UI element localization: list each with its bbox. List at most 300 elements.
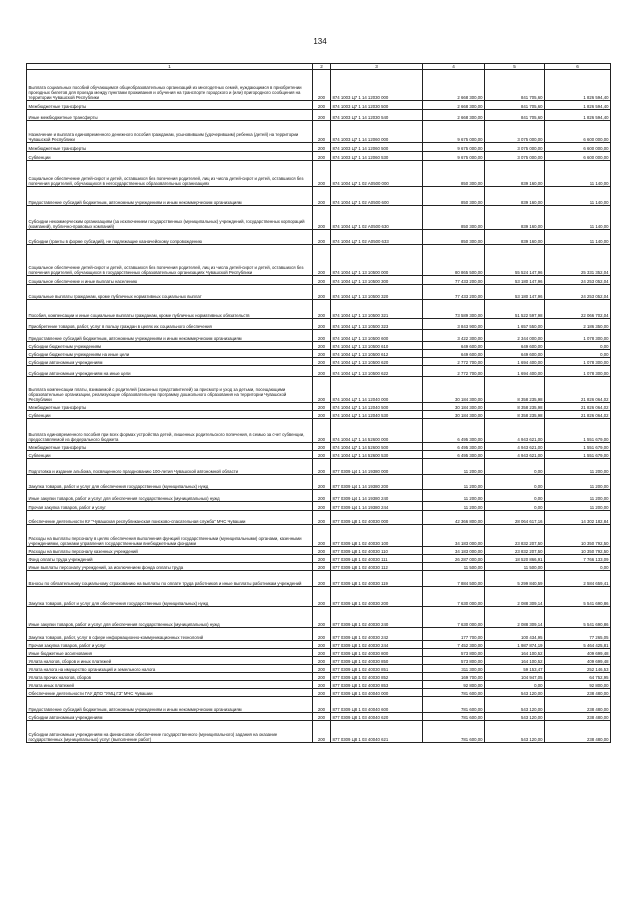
table-row [27, 451, 611, 459]
row-budget-code-cell: 877 0309 Ц8 1 02 40030 800 [331, 649, 423, 657]
row-line-code-cell: 200 [313, 713, 331, 721]
row-line-code-cell: 200 [313, 459, 331, 475]
row-name-cell: Межбюджетные трансферты [27, 143, 313, 152]
row-unexecuted-cell: 2 186 350,00 [545, 319, 611, 330]
row-approved-cell: 7 630 000,00 [423, 587, 485, 607]
row-name-cell: Субсидии некоммерческим организациям (за исключением государственных (муниципальных) учреждений, государственных корпораций (компаний), публично-правовых компаний) [27, 206, 313, 230]
row-unexecuted-cell: 238 480,00 [545, 713, 611, 721]
row-approved-cell: 781 600,00 [423, 697, 485, 713]
row-name-cell: Социальное обеспечение детей-сирот и детей, оставшихся без попечения родителей, лиц из числа детей-сирот и детей, оставшихся без попечения родителей, обучающихся в государственных образовательных организациях Чувашской Республики [27, 245, 313, 276]
table-row [27, 641, 611, 649]
row-budget-code-cell: 877 0309 Ц4 1 14 19380 200 [331, 475, 423, 490]
row-line-code-cell: 200 [313, 689, 331, 697]
row-executed-cell: 100 434,95 [485, 628, 545, 641]
row-name-cell: Уплата налогов, сборов и иных платежей [27, 657, 313, 665]
row-budget-code-cell: 874 1004 Ц7 1 14 52600 000 [331, 419, 423, 443]
row-budget-code-cell: 874 1004 Ц7 1 14 12040 000 [331, 377, 423, 403]
row-unexecuted-cell: 11 140,00 [545, 187, 611, 206]
row-unexecuted-cell: 0,00 [545, 350, 611, 358]
table-body [27, 70, 611, 743]
row-approved-cell: 850 300,00 [423, 206, 485, 230]
row-unexecuted-cell: 25 331 352,04 [545, 245, 611, 276]
table-row [27, 628, 611, 641]
row-executed-cell: 841 705,60 [485, 101, 545, 110]
row-approved-cell: 311 300,00 [423, 665, 485, 673]
row-approved-cell: 9 675 000,00 [423, 121, 485, 143]
table-row [27, 547, 611, 555]
row-budget-code-cell: 874 1004 Ц7 1 13 10500 610 [331, 342, 423, 350]
row-unexecuted-cell: 5 541 690,86 [545, 587, 611, 607]
row-executed-cell: 3 075 000,00 [485, 143, 545, 152]
row-unexecuted-cell: 1 551 679,00 [545, 419, 611, 443]
row-approved-cell: 781 600,00 [423, 721, 485, 743]
row-executed-cell: 1 694 400,00 [485, 366, 545, 377]
row-budget-code-cell: 877 0309 Ц8 1 02 40030 112 [331, 563, 423, 571]
row-executed-cell: 51 522 597,98 [485, 300, 545, 319]
row-approved-cell: 7 630 000,00 [423, 607, 485, 628]
table-row [27, 366, 611, 377]
row-approved-cell: 30 184 300,00 [423, 377, 485, 403]
row-name-cell: Назначение и выплата единовременного денежного пособия гражданам, усыновившим (удочерившим) ребенка (детей) на территории Чувашской Республики [27, 121, 313, 143]
table-row [27, 490, 611, 502]
row-line-code-cell: 200 [313, 245, 331, 276]
row-budget-code-cell: 877 0309 Ц8 1 02 40030 244 [331, 641, 423, 649]
row-unexecuted-cell: 11 200,00 [545, 475, 611, 490]
row-name-cell: Межбюджетные трансферты [27, 403, 313, 411]
row-name-cell: Субсидии бюджетным учреждениям [27, 342, 313, 350]
row-approved-cell: 2 668 300,00 [423, 110, 485, 121]
row-executed-cell: 0,00 [485, 459, 545, 475]
row-line-code-cell: 200 [313, 300, 331, 319]
row-approved-cell: 80 865 500,00 [423, 245, 485, 276]
row-unexecuted-cell: 7 766 133,09 [545, 555, 611, 563]
table-row [27, 110, 611, 121]
table-row [27, 411, 611, 419]
row-approved-cell: 2 772 700,00 [423, 358, 485, 366]
table-row [27, 649, 611, 657]
table-row [27, 607, 611, 628]
row-approved-cell: 11 200,00 [423, 490, 485, 502]
row-line-code-cell: 200 [313, 681, 331, 689]
row-line-code-cell: 200 [313, 649, 331, 657]
row-budget-code-cell: 874 1004 Ц7 1 13 10500 622 [331, 366, 423, 377]
row-unexecuted-cell: 10 350 792,50 [545, 525, 611, 547]
row-unexecuted-cell: 24 253 052,04 [545, 285, 611, 300]
row-budget-code-cell: 877 0309 Ц8 1 02 40030 853 [331, 681, 423, 689]
row-budget-code-cell: 877 0309 Ц8 1 02 40030 111 [331, 555, 423, 563]
row-unexecuted-cell: 5 464 425,81 [545, 641, 611, 649]
row-executed-cell: 18 520 866,91 [485, 555, 545, 563]
row-unexecuted-cell: 1 826 594,40 [545, 101, 611, 110]
page-number: 134 [313, 37, 327, 46]
table-row [27, 330, 611, 342]
row-budget-code-cell: 874 1004 Ц7 1 13 10500 323 [331, 319, 423, 330]
row-line-code-cell: 200 [313, 587, 331, 607]
row-name-cell: Субсидии автономным учреждениям на финансовое обеспечение государственного (муниципального) задания на оказание государственных (муниципальных) услуг (выполнение работ) [27, 721, 313, 743]
row-line-code-cell: 200 [313, 187, 331, 206]
row-approved-cell: 6 495 300,00 [423, 451, 485, 459]
row-unexecuted-cell: 6 600 000,00 [545, 121, 611, 143]
row-executed-cell: 839 160,00 [485, 187, 545, 206]
row-budget-code-cell: 874 1004 Ц7 1 02 А0500 600 [331, 187, 423, 206]
row-executed-cell: 543 120,00 [485, 721, 545, 743]
row-executed-cell: 53 180 147,96 [485, 285, 545, 300]
row-unexecuted-cell: 238 480,00 [545, 689, 611, 697]
row-line-code-cell: 200 [313, 607, 331, 628]
row-line-code-cell: 200 [313, 451, 331, 459]
row-line-code-cell: 200 [313, 319, 331, 330]
row-line-code-cell: 200 [313, 665, 331, 673]
row-budget-code-cell: 874 1004 Ц7 1 13 10500 320 [331, 285, 423, 300]
row-budget-code-cell: 877 0309 Ц8 1 02 40030 851 [331, 665, 423, 673]
row-unexecuted-cell: 1 826 594,40 [545, 110, 611, 121]
row-name-cell: Субсидии автономным учреждениям [27, 358, 313, 366]
row-unexecuted-cell: 11 140,00 [545, 230, 611, 245]
row-line-code-cell: 200 [313, 697, 331, 713]
row-executed-cell: 543 120,00 [485, 697, 545, 713]
row-name-cell: Социальные выплаты гражданам, кроме публичных нормативных социальных выплат [27, 285, 313, 300]
column-header: 5 [485, 64, 545, 70]
row-approved-cell: 6 495 300,00 [423, 443, 485, 451]
table-row [27, 143, 611, 152]
row-unexecuted-cell: 92 800,00 [545, 681, 611, 689]
row-budget-code-cell: 874 1004 Ц7 1 14 52600 500 [331, 443, 423, 451]
column-header: 1 [27, 64, 313, 70]
table-row [27, 502, 611, 511]
row-line-code-cell: 200 [313, 230, 331, 245]
table-row [27, 713, 611, 721]
row-approved-cell: 34 183 000,00 [423, 525, 485, 547]
row-budget-code-cell: 874 1004 Ц7 1 02 А0500 633 [331, 230, 423, 245]
row-unexecuted-cell: 21 826 064,02 [545, 403, 611, 411]
row-budget-code-cell: 874 1004 Ц7 1 13 10500 612 [331, 350, 423, 358]
row-budget-code-cell: 877 0309 Ц4 1 14 19380 240 [331, 490, 423, 502]
table-row [27, 276, 611, 285]
row-name-cell: Иные межбюджетные трансферты [27, 110, 313, 121]
row-budget-code-cell: 877 0309 Ц8 1 03 40040 600 [331, 697, 423, 713]
table-row [27, 555, 611, 563]
row-budget-code-cell: 874 1003 Ц7 1 14 12030 540 [331, 110, 423, 121]
table-row [27, 161, 611, 187]
table-row [27, 342, 611, 350]
row-line-code-cell: 200 [313, 555, 331, 563]
row-executed-cell: 0,00 [485, 502, 545, 511]
table-row [27, 657, 611, 665]
row-approved-cell: 6 495 300,00 [423, 419, 485, 443]
row-approved-cell: 30 184 300,00 [423, 403, 485, 411]
row-line-code-cell: 200 [313, 411, 331, 419]
row-approved-cell: 92 800,00 [423, 681, 485, 689]
row-line-code-cell: 200 [313, 547, 331, 555]
row-approved-cell: 26 287 000,00 [423, 555, 485, 563]
row-unexecuted-cell: 11 140,00 [545, 161, 611, 187]
row-name-cell: Подготовка и издание альбома, посвященного празднованию 100-летия Чувашской автономной области [27, 459, 313, 475]
row-name-cell: Уплата прочих налогов, сборов [27, 673, 313, 681]
row-name-cell: Обеспечение деятельности ГАУ ДПО "УМЦ ГЗ" МЧС Чувашии [27, 689, 313, 697]
row-name-cell: Иные закупки товаров, работ и услуг для обеспечения государственных (муниципальных) нужд [27, 490, 313, 502]
row-executed-cell: 1 657 550,00 [485, 319, 545, 330]
row-budget-code-cell: 874 1003 Ц7 1 14 12030 500 [331, 101, 423, 110]
table-row [27, 511, 611, 525]
row-executed-cell: 543 120,00 [485, 689, 545, 697]
row-unexecuted-cell: 11 200,00 [545, 490, 611, 502]
row-line-code-cell: 200 [313, 70, 331, 101]
row-line-code-cell: 200 [313, 475, 331, 490]
row-line-code-cell: 200 [313, 571, 331, 587]
row-budget-code-cell: 874 1003 Ц7 1 14 12060 530 [331, 152, 423, 161]
row-name-cell: Пособия, компенсации и иные социальные выплаты гражданам, кроме публичных нормативных обязательств [27, 300, 313, 319]
row-approved-cell: 2 668 300,00 [423, 70, 485, 101]
row-name-cell: Социальное обеспечение детей-сирот и детей, оставшихся без попечения родителей, лиц из числа детей-сирот и детей, оставшихся без попечения родителей, обучающихся в негосударственных образовательных организациях [27, 161, 313, 187]
row-approved-cell: 781 600,00 [423, 689, 485, 697]
row-budget-code-cell: 877 0309 Ц8 1 02 40030 110 [331, 547, 423, 555]
table-row [27, 571, 611, 587]
table-row [27, 689, 611, 697]
row-name-cell: Субсидии автономным учреждениям [27, 713, 313, 721]
row-unexecuted-cell: 11 140,00 [545, 206, 611, 230]
row-executed-cell: 23 832 207,50 [485, 547, 545, 555]
row-unexecuted-cell: 1 078 300,00 [545, 330, 611, 342]
row-executed-cell: 53 180 147,96 [485, 276, 545, 285]
row-budget-code-cell: 874 1003 Ц7 1 14 12060 500 [331, 143, 423, 152]
row-line-code-cell: 200 [313, 366, 331, 377]
row-budget-code-cell: 874 1003 Ц7 1 14 12030 000 [331, 70, 423, 101]
row-executed-cell: 839 160,00 [485, 230, 545, 245]
row-unexecuted-cell: 252 146,53 [545, 665, 611, 673]
row-executed-cell: 8 358 235,98 [485, 403, 545, 411]
row-approved-cell: 649 600,00 [423, 342, 485, 350]
row-budget-code-cell: 877 0309 Ц4 1 14 19380 244 [331, 502, 423, 511]
row-line-code-cell: 200 [313, 330, 331, 342]
table-row [27, 101, 611, 110]
row-line-code-cell: 200 [313, 641, 331, 649]
table-row [27, 673, 611, 681]
row-unexecuted-cell: 11 200,00 [545, 502, 611, 511]
row-unexecuted-cell: 0,00 [545, 563, 611, 571]
row-unexecuted-cell: 6 600 000,00 [545, 143, 611, 152]
row-executed-cell: 2 088 309,14 [485, 587, 545, 607]
row-name-cell: Субвенции [27, 411, 313, 419]
row-line-code-cell: 200 [313, 377, 331, 403]
row-approved-cell: 7 884 500,00 [423, 571, 485, 587]
row-executed-cell: 649 600,00 [485, 350, 545, 358]
row-budget-code-cell: 874 1004 Ц7 1 02 А0500 630 [331, 206, 423, 230]
row-name-cell: Выплата социальных пособий обучающимся общеобразовательных организаций из многодетных семей, нуждающимся в приобретении проездных билетов для проезда между пунктами проживания и обучения на транспорте городского и (или) пригородного сообщения на территории Чувашской Республики [27, 70, 313, 101]
table-row [27, 419, 611, 443]
row-approved-cell: 9 675 000,00 [423, 152, 485, 161]
row-unexecuted-cell: 409 699,48 [545, 649, 611, 657]
row-budget-code-cell: 874 1004 Ц7 1 13 10500 600 [331, 330, 423, 342]
row-line-code-cell: 200 [313, 101, 331, 110]
table-row [27, 350, 611, 358]
row-approved-cell: 649 600,00 [423, 350, 485, 358]
row-name-cell: Уплата иных платежей [27, 681, 313, 689]
row-unexecuted-cell: 1 078 300,00 [545, 358, 611, 366]
column-header: 2 [313, 64, 331, 70]
row-line-code-cell: 200 [313, 121, 331, 143]
row-unexecuted-cell: 14 302 182,84 [545, 511, 611, 525]
row-name-cell: Предоставление субсидий бюджетным, автономным учреждениям и иным некоммерческим организациям [27, 330, 313, 342]
row-name-cell: Прочая закупка товаров, работ и услуг [27, 502, 313, 511]
row-executed-cell: 23 832 207,50 [485, 525, 545, 547]
row-budget-code-cell: 874 1004 Ц7 1 13 10500 321 [331, 300, 423, 319]
table-row [27, 563, 611, 571]
row-name-cell: Иные выплаты персоналу учреждений, за исключением фонда оплаты труда [27, 563, 313, 571]
row-executed-cell: 8 358 235,98 [485, 377, 545, 403]
row-budget-code-cell: 877 0309 Ц8 1 03 40040 000 [331, 689, 423, 697]
row-executed-cell: 164 100,52 [485, 657, 545, 665]
row-line-code-cell: 200 [313, 276, 331, 285]
row-name-cell: Приобретение товаров, работ, услуг в пользу граждан в целях их социального обеспечения [27, 319, 313, 330]
row-approved-cell: 2 668 300,00 [423, 101, 485, 110]
row-name-cell: Расходы на выплаты персоналу казенных учреждений [27, 547, 313, 555]
row-unexecuted-cell: 21 826 064,02 [545, 411, 611, 419]
row-executed-cell: 839 160,00 [485, 206, 545, 230]
row-unexecuted-cell: 2 584 659,41 [545, 571, 611, 587]
row-budget-code-cell: 877 0309 Ц8 1 03 40040 620 [331, 713, 423, 721]
row-approved-cell: 11 500,00 [423, 563, 485, 571]
row-line-code-cell: 200 [313, 342, 331, 350]
table-row [27, 300, 611, 319]
row-executed-cell: 4 943 621,00 [485, 443, 545, 451]
row-budget-code-cell: 877 0309 Ц8 1 02 40030 850 [331, 657, 423, 665]
row-executed-cell: 104 947,05 [485, 673, 545, 681]
table-row [27, 319, 611, 330]
row-approved-cell: 3 422 300,00 [423, 330, 485, 342]
row-approved-cell: 42 366 800,00 [423, 511, 485, 525]
row-unexecuted-cell: 5 541 690,86 [545, 607, 611, 628]
row-line-code-cell: 200 [313, 419, 331, 443]
row-line-code-cell: 200 [313, 525, 331, 547]
row-budget-code-cell: 874 1004 Ц7 1 02 А0500 000 [331, 161, 423, 187]
row-line-code-cell: 200 [313, 443, 331, 451]
row-unexecuted-cell: 238 480,00 [545, 697, 611, 713]
table-row [27, 665, 611, 673]
row-executed-cell: 164 100,52 [485, 649, 545, 657]
row-name-cell: Обеспечение деятельности КУ "Чувашская республиканская поисково-спасательная служба" МЧС Чувашии [27, 511, 313, 525]
row-approved-cell: 9 675 000,00 [423, 143, 485, 152]
row-line-code-cell: 200 [313, 511, 331, 525]
row-approved-cell: 73 589 300,00 [423, 300, 485, 319]
row-unexecuted-cell: 1 551 679,00 [545, 451, 611, 459]
row-line-code-cell: 200 [313, 563, 331, 571]
table-row [27, 721, 611, 743]
row-name-cell: Предоставление субсидий бюджетным, автономным учреждениям и иным некоммерческим организациям [27, 697, 313, 713]
row-executed-cell: 649 600,00 [485, 342, 545, 350]
row-name-cell: Фонд оплаты труда учреждений [27, 555, 313, 563]
row-budget-code-cell: 877 0309 Ц8 1 02 40030 240 [331, 607, 423, 628]
row-unexecuted-cell: 77 265,05 [545, 628, 611, 641]
table-row [27, 358, 611, 366]
table-row [27, 70, 611, 101]
row-approved-cell: 177 700,00 [423, 628, 485, 641]
row-executed-cell: 2 344 000,00 [485, 330, 545, 342]
row-budget-code-cell: 874 1004 Ц7 1 14 12040 500 [331, 403, 423, 411]
column-header: 3 [331, 64, 423, 70]
row-line-code-cell: 200 [313, 350, 331, 358]
table-row [27, 187, 611, 206]
row-budget-code-cell: 877 0309 Ц8 1 02 40030 200 [331, 587, 423, 607]
table-row [27, 206, 611, 230]
row-unexecuted-cell: 0,00 [545, 342, 611, 350]
row-approved-cell: 781 600,00 [423, 713, 485, 721]
row-executed-cell: 0,00 [485, 475, 545, 490]
row-approved-cell: 850 300,00 [423, 230, 485, 245]
row-line-code-cell: 200 [313, 206, 331, 230]
row-unexecuted-cell: 238 480,00 [545, 721, 611, 743]
row-executed-cell: 4 943 621,00 [485, 419, 545, 443]
row-name-cell: Межбюджетные трансферты [27, 101, 313, 110]
table-row [27, 285, 611, 300]
row-executed-cell: 2 088 309,14 [485, 607, 545, 628]
row-budget-code-cell: 877 0309 Ц4 1 14 19380 000 [331, 459, 423, 475]
row-unexecuted-cell: 11 200,00 [545, 459, 611, 475]
row-budget-code-cell: 877 0309 Ц8 1 03 40040 621 [331, 721, 423, 743]
row-approved-cell: 34 183 000,00 [423, 547, 485, 555]
table-row [27, 403, 611, 411]
table-row [27, 377, 611, 403]
row-unexecuted-cell: 409 699,48 [545, 657, 611, 665]
row-name-cell: Субвенции [27, 451, 313, 459]
row-approved-cell: 11 200,00 [423, 475, 485, 490]
row-line-code-cell: 200 [313, 110, 331, 121]
row-executed-cell: 59 153,47 [485, 665, 545, 673]
row-unexecuted-cell: 21 826 064,02 [545, 377, 611, 403]
row-budget-code-cell: 874 1004 Ц7 1 13 10500 620 [331, 358, 423, 366]
row-unexecuted-cell: 1 826 594,40 [545, 70, 611, 101]
row-name-cell: Уплата налога на имущество организаций и земельного налога [27, 665, 313, 673]
row-executed-cell: 4 943 621,00 [485, 451, 545, 459]
table-row [27, 459, 611, 475]
row-approved-cell: 573 800,00 [423, 649, 485, 657]
row-executed-cell: 1 694 400,00 [485, 358, 545, 366]
row-approved-cell: 30 184 300,00 [423, 411, 485, 419]
row-name-cell: Межбюджетные трансферты [27, 443, 313, 451]
row-budget-code-cell: 877 0309 Ц8 1 02 40030 852 [331, 673, 423, 681]
row-approved-cell: 77 433 200,00 [423, 276, 485, 285]
row-budget-code-cell: 874 1004 Ц7 1 13 10500 300 [331, 276, 423, 285]
row-budget-code-cell: 877 0309 Ц8 1 02 40030 000 [331, 511, 423, 525]
row-name-cell: Социальное обеспечение и иные выплаты населению [27, 276, 313, 285]
column-header: 4 [423, 64, 485, 70]
row-line-code-cell: 200 [313, 721, 331, 743]
row-line-code-cell: 200 [313, 358, 331, 366]
row-approved-cell: 2 772 700,00 [423, 366, 485, 377]
row-line-code-cell: 200 [313, 161, 331, 187]
budget-execution-table [26, 63, 611, 743]
row-executed-cell: 0,00 [485, 490, 545, 502]
row-name-cell: Взносы по обязательному социальному страхованию на выплаты по оплате труда работников и иные выплаты работникам учреждений [27, 571, 313, 587]
row-executed-cell: 1 987 874,19 [485, 641, 545, 649]
table-row [27, 681, 611, 689]
row-approved-cell: 573 800,00 [423, 657, 485, 665]
row-line-code-cell: 200 [313, 143, 331, 152]
row-executed-cell: 28 064 617,16 [485, 511, 545, 525]
row-budget-code-cell: 874 1004 Ц7 1 14 12040 530 [331, 411, 423, 419]
row-line-code-cell: 200 [313, 673, 331, 681]
row-approved-cell: 11 200,00 [423, 459, 485, 475]
table-row [27, 697, 611, 713]
table-row [27, 245, 611, 276]
row-name-cell: Субсидии автономным учреждениям на иные цели [27, 366, 313, 377]
row-budget-code-cell: 874 1003 Ц7 1 14 12060 000 [331, 121, 423, 143]
row-name-cell: Закупка товаров, работ и услуг для обеспечения государственных (муниципальных) нужд [27, 475, 313, 490]
row-approved-cell: 11 200,00 [423, 502, 485, 511]
row-unexecuted-cell: 22 066 702,04 [545, 300, 611, 319]
row-unexecuted-cell: 1 078 300,00 [545, 366, 611, 377]
row-name-cell: Выплата единовременного пособия при всех формах устройства детей, лишенных родительского попечения, в семью за счет субвенции, предоставляемой из федерального бюджета [27, 419, 313, 443]
row-line-code-cell: 200 [313, 657, 331, 665]
